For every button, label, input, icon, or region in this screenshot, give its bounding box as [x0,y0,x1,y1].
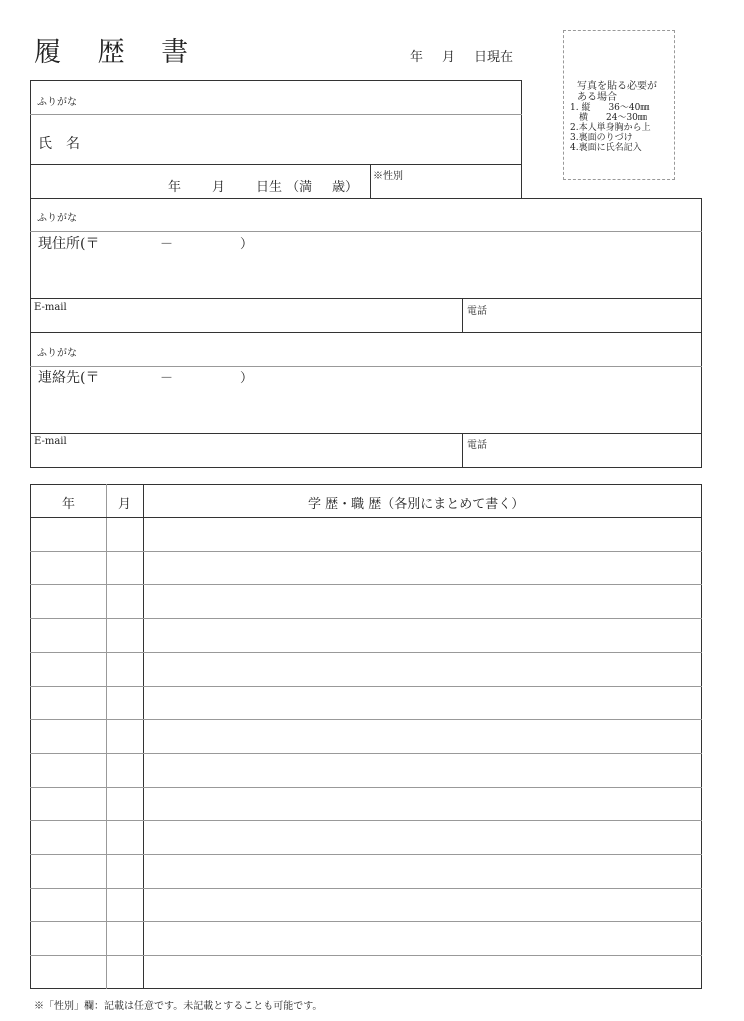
address-furigana-label: ふりがな [37,213,77,224]
contact-email-label: E-mail [34,436,67,447]
divider [30,584,702,585]
history-row-detail-field[interactable] [144,620,701,649]
divider [30,298,702,299]
history-row-detail-field[interactable] [144,586,701,615]
photo-instruction-item: 横 24～30㎜ [570,113,647,123]
address-phone-label: 電話 [467,306,487,317]
contact-phone-field[interactable] [495,436,695,464]
divider [30,332,702,333]
divider [30,955,702,956]
history-row-detail-field[interactable] [144,957,701,986]
history-row-month-field[interactable] [107,789,142,818]
history-row-year-field[interactable] [31,519,105,548]
history-row-detail-field[interactable] [144,654,701,683]
contact-label: 連絡先(〒 [38,370,100,386]
history-row-detail-field[interactable] [144,856,701,885]
history-row-detail-field[interactable] [144,822,701,851]
history-row-month-field[interactable] [107,654,142,683]
date-day-label: 日現在 [474,50,514,65]
divider [30,753,702,754]
history-row-detail-field[interactable] [144,923,701,952]
photo-instruction-item: 1. 縦 36～40㎜ [570,103,650,113]
history-row-detail-field[interactable] [144,553,701,582]
address-label: 現住所(〒 [38,236,100,252]
divider [370,164,371,199]
divider [30,517,702,518]
history-row-month-field[interactable] [107,721,142,750]
date-year-label: 年 [410,50,424,65]
contact-postal-dash: － [160,371,174,386]
age-label: 歳） [332,180,359,195]
photo-title [577,81,657,103]
history-row-year-field[interactable] [31,553,105,582]
history-row-detail-field[interactable] [144,890,701,919]
history-row-year-field[interactable] [31,688,105,717]
history-row-month-field[interactable] [107,553,142,582]
divider [30,551,702,552]
divider [30,231,702,232]
history-row-year-field[interactable] [31,789,105,818]
history-row-month-field[interactable] [107,620,142,649]
photo-instruction-item: 3.裏面のりづけ [570,133,633,143]
divider [30,820,702,821]
history-row-month-field[interactable] [107,890,142,919]
photo-title-line1: 写真を貼る必要が [577,81,657,92]
history-row-month-field[interactable] [107,822,142,851]
address-furigana-field[interactable] [120,203,695,229]
divider [30,686,702,687]
address-postal-close: ） [240,237,254,252]
history-row-year-field[interactable] [31,620,105,649]
history-row-month-field[interactable] [107,688,142,717]
address-email-field[interactable] [80,302,455,328]
history-row-month-field[interactable] [107,957,142,986]
history-row-year-field[interactable] [31,654,105,683]
divider [30,787,702,788]
contact-postal-close: ） [240,371,254,386]
date-current [410,46,513,65]
history-row-detail-field[interactable] [144,789,701,818]
history-col-detail: 学 歴・職 歴（各別にまとめて書く） [308,497,525,512]
photo-instructions [570,103,651,153]
photo-title-line2: ある場合 [577,92,617,103]
history-row-year-field[interactable] [31,721,105,750]
history-row-year-field[interactable] [31,890,105,919]
history-row-month-field[interactable] [107,755,142,784]
history-col-month: 月 [118,497,132,512]
address-email-label: E-mail [34,302,67,313]
divider [462,298,463,332]
divider [30,114,522,115]
name-furigana-field[interactable] [120,86,515,112]
divider [30,888,702,889]
contact-email-field[interactable] [80,436,455,464]
name-furigana-label: ふりがな [37,97,77,108]
divider [30,164,522,165]
address-postal-dash: － [160,237,174,252]
divider [30,719,702,720]
history-row-year-field[interactable] [31,755,105,784]
divider [30,921,702,922]
divider [30,652,702,653]
history-row-year-field[interactable] [31,586,105,615]
gender-field[interactable] [372,178,518,196]
history-row-year-field[interactable] [31,923,105,952]
history-row-year-field[interactable] [31,856,105,885]
contact-field[interactable] [38,390,695,430]
page-title: 履 歴 書 [34,37,203,68]
history-row-detail-field[interactable] [144,519,701,548]
divider [30,854,702,855]
contact-furigana-label: ふりがな [37,348,77,359]
divider [30,433,702,434]
footer-note: ※「性別」欄：記載は任意です。未記載とすることも可能です。 [34,1001,323,1012]
contact-furigana-field[interactable] [120,338,695,364]
history-row-year-field[interactable] [31,822,105,851]
gender-label: ※性別 [373,171,403,182]
divider [30,366,702,367]
photo-instruction-item: 4.裏面に氏名記入 [570,143,642,153]
date-month-label: 月 [442,50,456,65]
name-field[interactable] [120,120,515,160]
contact-phone-label: 電話 [467,440,487,451]
history-row-detail-field[interactable] [144,688,701,717]
divider [30,618,702,619]
history-row-detail-field[interactable] [144,721,701,750]
history-col-year: 年 [62,497,76,512]
birth-month-label: 月 [212,180,226,195]
photo-area[interactable] [563,30,675,180]
history-row-year-field[interactable] [31,957,105,986]
address-field[interactable] [38,255,695,295]
history-row-month-field[interactable] [107,586,142,615]
history-row-month-field[interactable] [107,856,142,885]
divider [462,433,463,468]
birth-year-label: 年 [168,180,182,195]
address-phone-field[interactable] [495,302,695,328]
name-label: 氏 名 [38,136,80,152]
history-row-month-field[interactable] [107,923,142,952]
photo-instruction-item: 2.本人単身胸から上 [570,123,651,133]
history-row-month-field[interactable] [107,519,142,548]
birth-day-label: 日生 （満 [256,180,313,195]
history-row-detail-field[interactable] [144,755,701,784]
